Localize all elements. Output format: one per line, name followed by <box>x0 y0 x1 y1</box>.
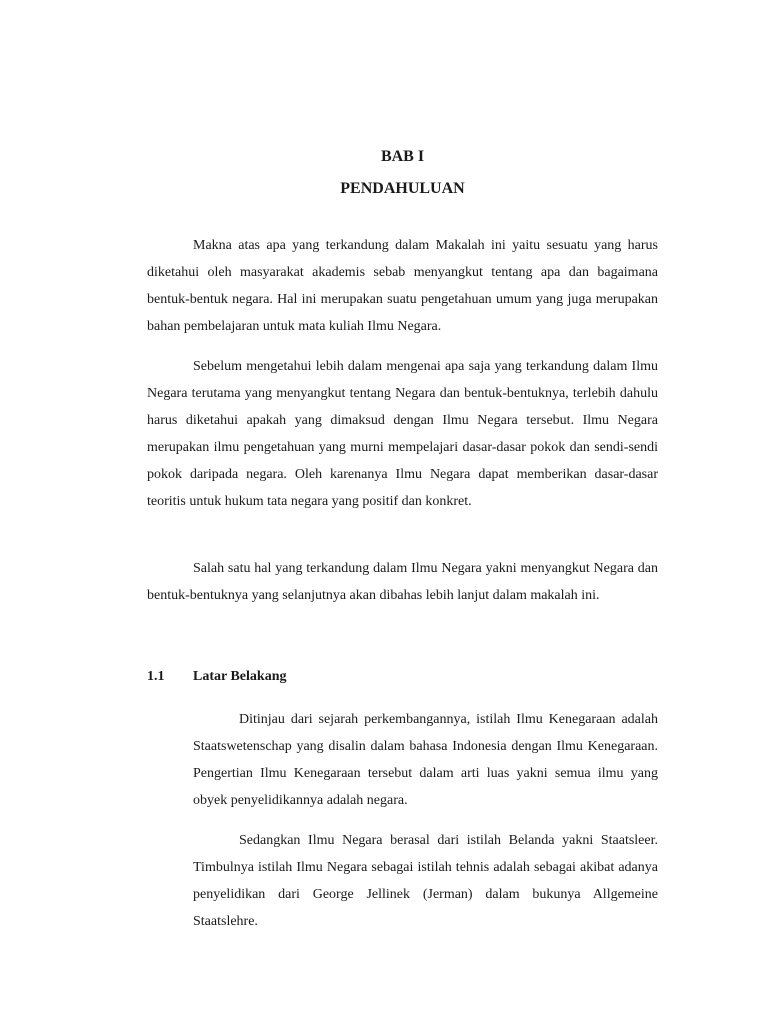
intro-paragraph-2: Sebelum mengetahui lebih dalam mengenai apa saja yang terkandung dalam Ilmu Negara terutama yang menyangkut tentang Negara dan bentuk-bentuknya, terlebih dahulu harus diketahui apakah yang dimaksud dengan Ilmu Negara tersebut. Ilmu Negara merupakan ilmu pengetahuan yang murni mempelajari dasar-dasar pokok dan sendi-sendi pokok daripada negara. Oleh karenanya Ilmu Negara dapat memberikan dasar-dasar teoritis untuk hukum tata negara yang positif dan konkret. <box>147 359 658 509</box>
intro-paragraph-3: Salah satu hal yang terkandung dalam Ilmu Negara yakni menyangkut Negara dan bentuk-bentuknya yang selanjutnya akan dibahas lebih lanjut dalam makalah ini. <box>147 561 658 603</box>
intro-paragraph-1: Makna atas apa yang terkandung dalam Makalah ini yaitu sesuatu yang harus diketahui oleh masyarakat akademis sebab menyangkut tentang apa dan bagaimana bentuk-bentuk negara. Hal ini merupakan suatu pengetahuan umum yang juga merupakan bahan pembelajaran untuk mata kuliah Ilmu Negara. <box>147 238 658 334</box>
section-number: 1.1 <box>147 669 165 684</box>
section-paragraph-1: Ditinjau dari sejarah perkembangannya, istilah Ilmu Kenegaraan adalah Staatswetenschap yang disalin dalam bahasa Indonesia dengan Ilmu Kenegaraan. Pengertian Ilmu Kenegaraan tersebut dalam arti luas yakni semua ilmu yang obyek penyelidikannya adalah negara. <box>193 712 658 808</box>
section-paragraph-2: Sedangkan Ilmu Negara berasal dari istilah Belanda yakni Staatsleer. Timbulnya istilah Ilmu Negara sebagai istilah tehnis adalah sebagai akibat adanya penyelidikan dari George Jellinek (Jerman) dalam bukunya Allgemeine Staatslehre. <box>193 833 658 929</box>
section-heading <box>147 667 286 687</box>
chapter-title: PENDAHULUAN <box>340 180 465 197</box>
section-title: Latar Belakang <box>193 669 287 684</box>
chapter-number: BAB I <box>380 148 425 165</box>
